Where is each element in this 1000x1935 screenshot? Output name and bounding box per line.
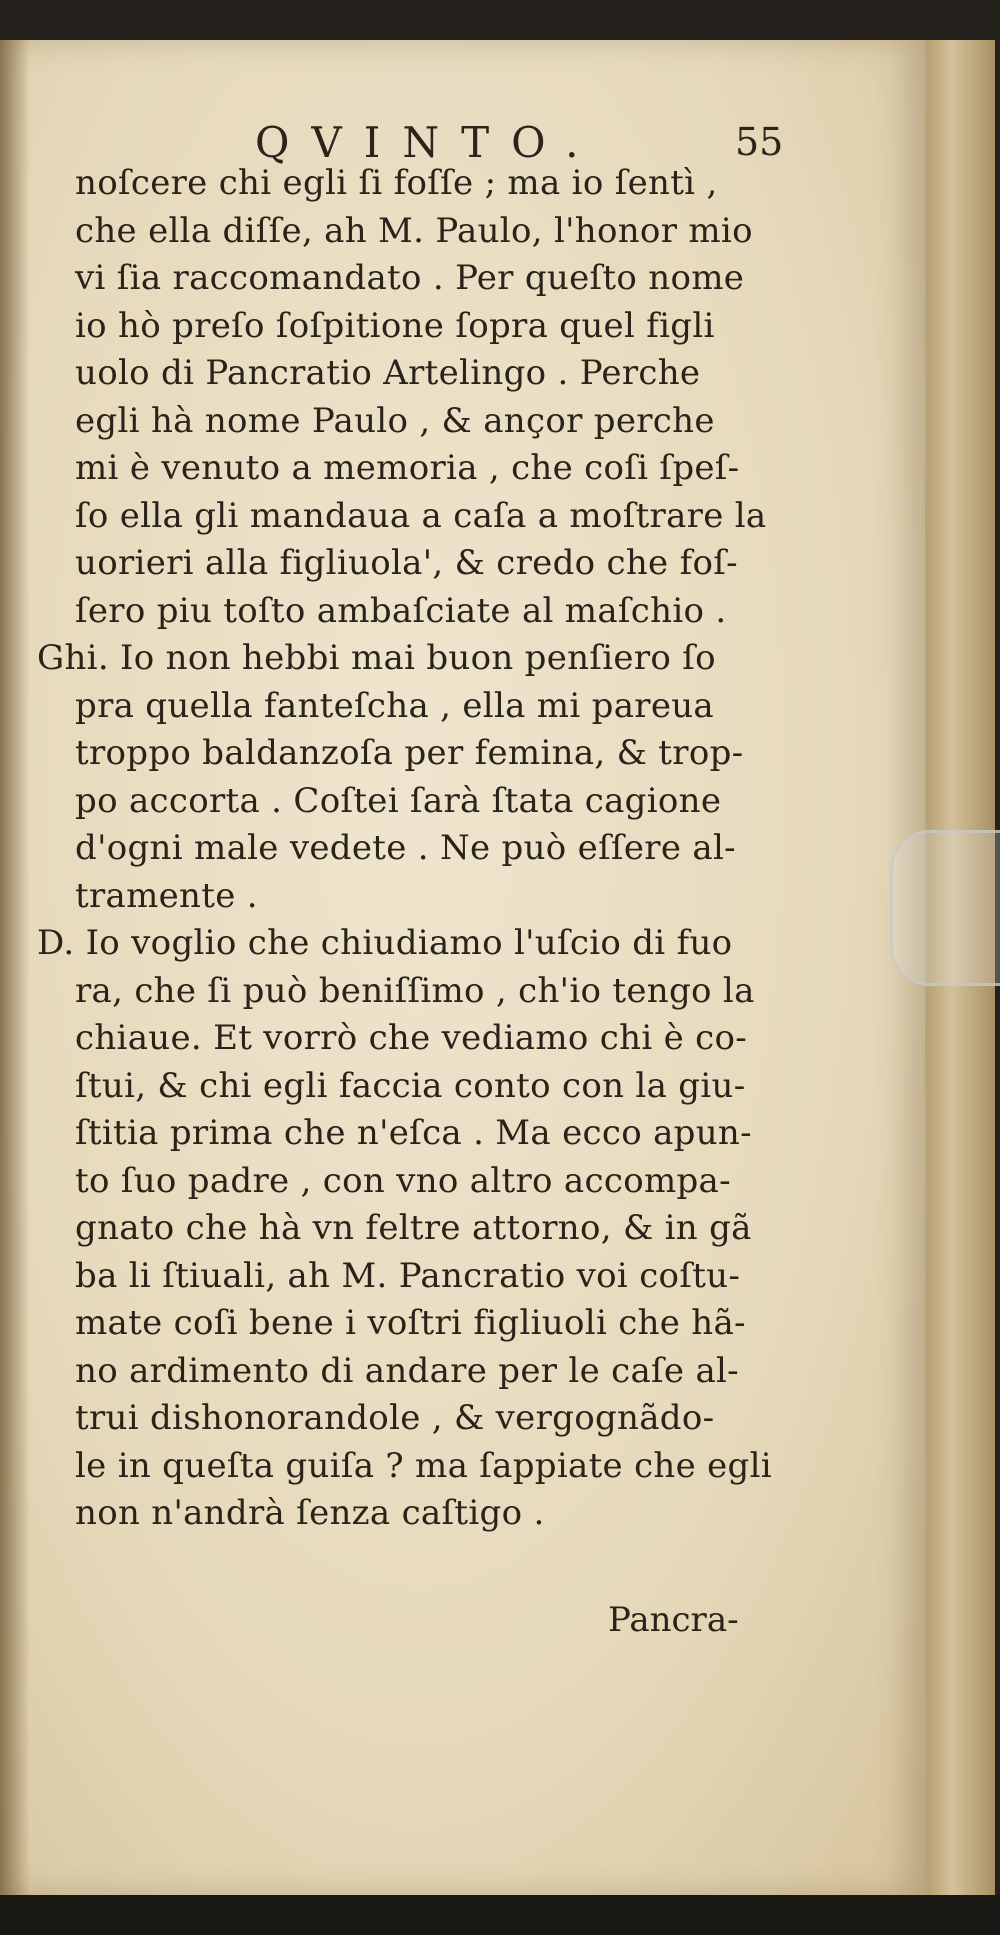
catchword: Pancra- — [608, 1600, 739, 1640]
text-line: uolo di Pancratio Artelingo . Perche — [75, 353, 701, 393]
facing-page-bleed — [0, 1480, 25, 1720]
speaker-line: Ghi. Io non hebbi mai buon penſiero ſo — [37, 638, 716, 678]
text-line: gnato che hà vn feltre attorno, & in gã — [75, 1208, 752, 1248]
text-line: vi ſia raccomandato . Per queſto nome — [75, 258, 745, 298]
text-line: che ella diſſe, ah M. Paulo, l'honor mio — [75, 210, 753, 251]
text-line: egli hà nome Paulo , & ançor perche — [75, 400, 715, 441]
scan-bottom-edge — [0, 1895, 1000, 1935]
text-line: non n'andrà ſenza caſtigo . — [75, 1493, 545, 1533]
text-line: mate coſi bene i voſtri figliuoli che hã- — [75, 1303, 746, 1343]
text-line: pra quella fanteſcha , ella mi pareua — [75, 685, 715, 726]
text-line: ra, che ſi può beniſſimo , ch'io tengo la — [75, 970, 755, 1011]
text-line: tramente . — [75, 875, 258, 916]
text-line: no ardimento di andare per le caſe al- — [75, 1350, 739, 1391]
text-line: io hò preſo ſoſpitione ſopra quel figli — [75, 305, 715, 346]
page-number: 55 — [735, 120, 784, 164]
text-line: ſo ella gli mandaua a caſa a moſtrare la — [75, 495, 767, 536]
text-line: trui dishonorandole , & vergognãdo- — [75, 1398, 715, 1438]
text-line: ſero piu toſto ambaſciate al maſchio . — [75, 590, 727, 631]
text-line: mi è venuto a memoria , che coſi ſpeſ- — [75, 448, 740, 488]
text-block — [37, 160, 795, 1538]
text-line: troppo baldanzoſa per femina, & trop- — [75, 733, 744, 773]
page-clip — [890, 830, 1000, 986]
running-head: QVINTO. — [255, 118, 601, 167]
text-line: le in queſta guiſa ? ma ſappiate che egli — [75, 1445, 772, 1486]
text-line: chiaue. Et vorrò che vediamo chi è co- — [75, 1018, 748, 1058]
text-line: ſtitia prima che n'eſca . Ma ecco apun- — [75, 1113, 752, 1153]
text-line: ſtui, & chi egli faccia conto con la giu- — [75, 1065, 746, 1106]
text-line: ba li ſtiuali, ah M. Pancratio voi coſtu- — [75, 1255, 741, 1296]
text-line: po accorta . Coſtei ſarà ſtata cagione — [75, 780, 722, 821]
text-line: uorieri alla figliuola', & credo che foſ- — [75, 543, 738, 583]
text-line: noſcere chi egli ſi foſſe ; ma io ſentì , — [75, 163, 718, 203]
speaker-line: D. Io voglio che chiudiamo l'uſcio di fuo — [37, 923, 733, 963]
text-line: to ſuo padre , con vno altro accompa- — [75, 1160, 731, 1201]
text-line: d'ogni male vedete . Ne può eſſere al- — [75, 828, 736, 868]
